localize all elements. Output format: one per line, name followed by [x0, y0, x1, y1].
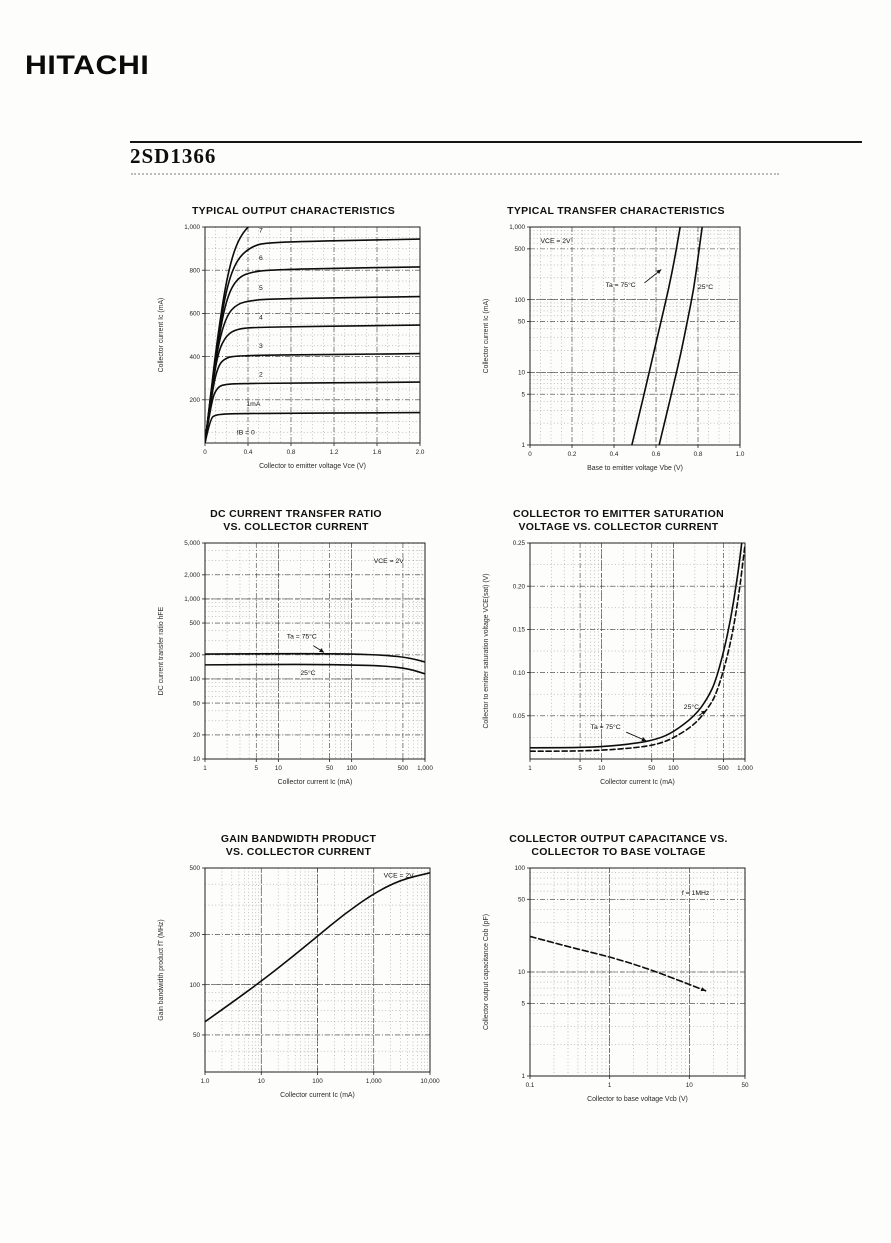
chart-plot-typical-output-characteristics — [153, 221, 434, 479]
y-axis-label: Collector current Ic (mA) — [483, 298, 490, 374]
chart-plot-gain-bandwidth-product — [153, 862, 444, 1108]
hitachi-logo: HITACHI — [25, 50, 150, 80]
x-tick-label: 50 — [326, 765, 334, 772]
y-tick-label: 100 — [189, 981, 200, 989]
y-tick-label: 500 — [189, 620, 200, 628]
grid-lines — [530, 543, 745, 759]
grid-lines — [530, 227, 740, 445]
y-axis-label: Collector to emitter saturation voltage VCE(sat) (V) — [483, 573, 490, 729]
header-rule — [130, 141, 862, 143]
y-axis-label: Collector output capacitance Cob (pF) — [483, 913, 490, 1031]
annotation-label: Ta = 75°C — [286, 633, 317, 641]
y-tick-label: 5 — [521, 1000, 525, 1008]
x-tick-label: 10 — [274, 765, 282, 772]
annotation-label: IB = 0 — [236, 429, 255, 437]
x-tick-label: 0 — [528, 451, 532, 458]
chart-collector-output-capacitance — [458, 833, 759, 1112]
x-tick-label: 0.4 — [243, 449, 253, 456]
x-tick-label: 1.6 — [372, 449, 382, 456]
x-tick-label: 10 — [257, 1078, 265, 1085]
y-tick-label: 1,000 — [509, 224, 525, 232]
y-tick-label: 50 — [517, 318, 525, 326]
x-axis-label: Collector to emitter voltage Vce (V) — [259, 463, 366, 470]
x-tick-label: 1.0 — [735, 451, 745, 458]
x-tick-label: 1 — [203, 765, 207, 772]
y-tick-label: 10 — [517, 369, 525, 377]
y-tick-label: 50 — [192, 700, 200, 708]
x-tick-label: 100 — [312, 1078, 323, 1085]
y-tick-label: 5,000 — [184, 540, 200, 548]
y-tick-label: 1 — [521, 1073, 525, 1081]
y-tick-label: 800 — [189, 267, 200, 275]
grid-lines — [205, 868, 430, 1072]
y-tick-label: 0.25 — [512, 540, 525, 548]
series-group — [530, 936, 706, 990]
plot-border — [205, 543, 425, 759]
chart-title: COLLECTOR TO EMITTER SATURATION — [513, 508, 724, 520]
x-tick-label: 100 — [346, 765, 357, 772]
annotation-label: 25°C — [698, 284, 714, 292]
y-axis-label: DC current transfer ratio hFE — [158, 606, 165, 696]
x-tick-label: 1.2 — [329, 449, 339, 456]
x-axis-label: Collector current Ic (mA) — [280, 1092, 355, 1099]
annotation-label: VCE = 2V — [383, 872, 414, 880]
x-axis-label: Collector current Ic (mA) — [277, 779, 353, 786]
annotation-label: 25°C — [300, 670, 316, 678]
chart-title: DC CURRENT TRANSFER RATIO — [210, 508, 382, 520]
y-tick-label: 0.10 — [512, 669, 525, 677]
y-tick-label: 20 — [192, 732, 200, 740]
x-tick-label: 1 — [607, 1082, 612, 1089]
y-tick-label: 1,000 — [184, 596, 200, 604]
annotation-label: 4 — [259, 314, 263, 322]
chart-title: VS. COLLECTOR CURRENT — [223, 521, 369, 533]
y-tick-label: 600 — [189, 310, 200, 318]
y-tick-label: 0.20 — [512, 583, 525, 591]
x-tick-label: 0.1 — [525, 1082, 535, 1089]
part-number: 2SD1366 — [130, 144, 217, 168]
chart-title: VOLTAGE VS. COLLECTOR CURRENT — [518, 521, 719, 533]
chart-plot-dc-current-transfer-ratio — [153, 537, 439, 795]
chart-title: TYPICAL OUTPUT CHARACTERISTICS — [191, 205, 396, 217]
annotation-label: 2 — [259, 371, 263, 379]
y-tick-label: 50 — [192, 1032, 200, 1040]
chart-plot-collector-output-capacitance — [478, 862, 759, 1112]
y-tick-label: 200 — [189, 652, 200, 660]
series-ta-25c — [659, 227, 702, 445]
y-tick-label: 200 — [189, 931, 200, 939]
annotation-label: f = 1MHz — [681, 890, 710, 898]
y-axis-label: Collector current Ic (mA) — [158, 297, 165, 373]
x-axis-label: Base to emitter voltage Vbe (V) — [587, 465, 683, 472]
grid-lines — [530, 868, 745, 1076]
x-tick-label: 0.8 — [693, 451, 703, 458]
x-axis-label: Collector to base voltage Vcb (V) — [587, 1096, 688, 1103]
x-tick-label: 1,000 — [737, 765, 753, 772]
y-tick-label: 2,000 — [184, 572, 200, 580]
y-tick-label: 10 — [192, 756, 200, 764]
y-tick-label: 100 — [189, 676, 200, 684]
annotation-label: 5 — [259, 285, 263, 293]
annotation-label: 25°C — [683, 703, 699, 711]
annotation-label: Ta = 75°C — [605, 281, 636, 289]
chart-title: COLLECTOR OUTPUT CAPACITANCE VS. — [509, 833, 728, 845]
x-tick-label: 5 — [254, 765, 259, 772]
y-tick-label: 500 — [189, 865, 200, 873]
annotation-label: 7 — [259, 227, 263, 235]
x-tick-label: 5 — [578, 765, 582, 772]
x-tick-label: 10,000 — [420, 1078, 440, 1085]
y-tick-label: 200 — [189, 397, 200, 404]
chart-typical-transfer-characteristics — [458, 205, 754, 481]
y-axis-label: Gain bandwidth product fT (MHz) — [158, 919, 165, 1021]
x-tick-label: 500 — [397, 765, 409, 772]
chart-dc-current-transfer-ratio — [130, 508, 439, 795]
x-tick-label: 1.0 — [200, 1078, 210, 1085]
annotation-label: 3 — [259, 342, 263, 350]
x-tick-label: 1,000 — [365, 1078, 382, 1085]
y-tick-label: 100 — [514, 865, 525, 873]
x-tick-label: 0.2 — [567, 451, 577, 458]
x-axis-label: Collector current Ic (mA) — [600, 779, 675, 786]
x-tick-label: 0.6 — [651, 451, 661, 458]
series-ib-8-ma — [205, 221, 275, 443]
x-tick-label: 50 — [741, 1082, 749, 1089]
annotation-label: 6 — [259, 254, 263, 262]
annotation-label: 1mA — [246, 400, 261, 408]
x-tick-label: 0.4 — [609, 451, 619, 458]
chart-typical-output-characteristics — [130, 205, 434, 479]
y-tick-label: 1 — [521, 442, 525, 450]
x-tick-label: 100 — [668, 765, 679, 772]
chart-plot-vce-saturation-voltage — [478, 537, 759, 795]
x-tick-label: 2.0 — [415, 449, 425, 456]
series-group — [632, 227, 702, 445]
chart-gain-bandwidth-product — [130, 833, 444, 1108]
plot-border — [530, 543, 745, 759]
y-tick-label: 1,000 — [184, 224, 200, 232]
chart-plot-typical-transfer-characteristics — [478, 221, 754, 481]
annotation-label: Ta = 75°C — [590, 723, 621, 731]
annotation-label: VCE = 2V — [540, 238, 571, 246]
axis-ticks — [514, 865, 749, 1089]
grid-lines — [205, 227, 420, 443]
x-tick-label: 0 — [203, 449, 207, 456]
y-tick-label: 50 — [517, 896, 525, 904]
x-tick-label: 10 — [598, 765, 606, 772]
chart-title: GAIN BANDWIDTH PRODUCT — [220, 833, 377, 845]
x-tick-label: 500 — [718, 765, 729, 772]
series-cob — [530, 936, 706, 990]
series-group — [530, 543, 745, 751]
chart-title: VS. COLLECTOR CURRENT — [225, 846, 372, 858]
y-tick-label: 500 — [514, 246, 525, 254]
x-tick-label: 10 — [685, 1082, 693, 1089]
y-tick-label: 10 — [517, 969, 525, 977]
x-tick-label: 1,000 — [417, 765, 433, 772]
x-tick-label: 1 — [528, 765, 532, 772]
x-tick-label: 50 — [648, 765, 656, 772]
grid-lines — [205, 543, 425, 759]
annotation-label: VCE = 2V — [373, 558, 404, 566]
y-tick-label: 0.05 — [512, 713, 525, 720]
y-tick-label: 100 — [514, 296, 525, 304]
y-tick-label: 400 — [189, 353, 200, 361]
series-ta-25c — [530, 545, 745, 751]
chart-vce-saturation-voltage — [458, 508, 759, 795]
chart-title: COLLECTOR TO BASE VOLTAGE — [531, 846, 706, 858]
y-tick-label: 0.15 — [512, 626, 525, 634]
x-tick-label: 0.8 — [286, 449, 296, 456]
scan-noise-line — [131, 173, 779, 175]
y-tick-label: 5 — [521, 391, 525, 399]
chart-title: TYPICAL TRANSFER CHARACTERISTICS — [507, 205, 725, 217]
